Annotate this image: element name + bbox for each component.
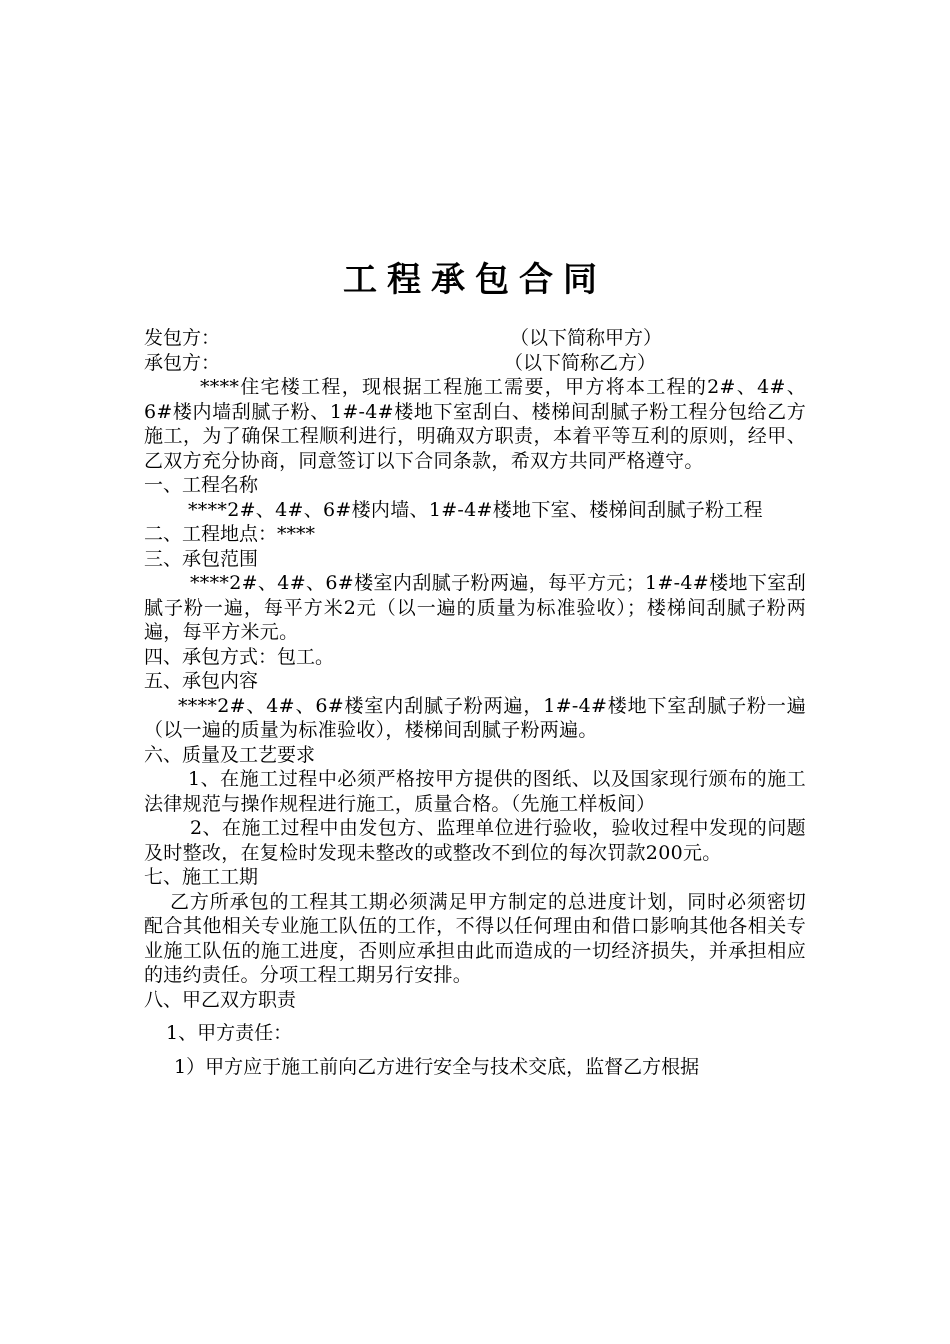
employer-note: （以下简称甲方） — [510, 327, 663, 349]
section-6-item-1: 1、在施工过程中必须严格按甲方提供的图纸、以及国家现行颁布的施工法律规范与操作规程进行施工，质量合格。（先施工样板间） — [144, 768, 806, 815]
section-2-heading: 二、工程地点：**** — [144, 523, 316, 545]
contractor-line — [144, 351, 806, 376]
section-4-heading: 四、承包方式：包工。 — [144, 645, 335, 668]
section-5-heading: 五、承包内容 — [144, 670, 259, 692]
section-6-item-2: 2、在施工过程中由发包方、监理单位进行验收，验收过程中发现的问题及时整改，在复检时发现未整改的或整改不到位的每次罚款200元。 — [144, 817, 806, 864]
section-6-heading: 六、质量及工艺要求 — [144, 743, 316, 766]
section-8-sub-1: 1、甲方责任： — [166, 1022, 293, 1044]
document-title: 工程承包合同 — [343, 260, 607, 300]
section-3-text: ****2#、4#、6#楼室内刮腻子粉两遍，每平方元；1#-4#楼地下室刮腻子粉一遍，每平方米2元（以一遍的质量为标准验收）；楼梯间刮腻子粉两遍，每平方米元。 — [144, 572, 806, 643]
section-1-text: ****2#、4#、6#楼内墙、1#-4#楼地下室、楼梯间刮腻子粉工程 — [188, 498, 763, 521]
contract-body — [144, 326, 806, 1079]
section-1-heading: 一、工程名称 — [144, 474, 259, 496]
section-7-text: 乙方所承包的工程其工期必须满足甲方制定的总进度计划，同时必须密切配合其他相关专业施工队伍的工作，不得以任何理由和借口影响其他各相关专业施工队伍的施工进度，否则应承担由此而造成的一切经济损失，并承担相应的违约责任。分项工程工期另行安排。 — [144, 890, 806, 986]
contractor-note: （以下简称乙方） — [504, 351, 657, 374]
section-8-sub-1-item-1: 1）甲方应于施工前向乙方进行安全与技术交底，监督乙方根据 — [174, 1055, 700, 1078]
employer-label: 发包方： — [144, 327, 221, 349]
intro-paragraph: ****住宅楼工程，现根据工程施工需要，甲方将本工程的2#、4#、6#楼内墙刮腻子粉、1#-4#楼地下室刮白、楼梯间刮腻子粉工程分包给乙方施工，为了确保工程顺利进行，明确双方职责，本着平等互利的原则，经甲、乙双方充分协商，同意签订以下合同条款，希双方共同严格遵守。 — [144, 376, 806, 472]
section-3-heading: 三、承包范围 — [144, 547, 259, 570]
employer-line — [144, 326, 806, 351]
section-8-heading: 八、甲乙双方职责 — [144, 988, 297, 1011]
contractor-label: 承包方： — [144, 351, 221, 374]
section-5-text: ****2#、4#、6#楼室内刮腻子粉两遍，1#-4#楼地下室刮腻子粉一遍（以一遍的质量为标准验收），楼梯间刮腻子粉两遍。 — [144, 694, 806, 741]
section-7-heading: 七、施工工期 — [144, 866, 259, 888]
